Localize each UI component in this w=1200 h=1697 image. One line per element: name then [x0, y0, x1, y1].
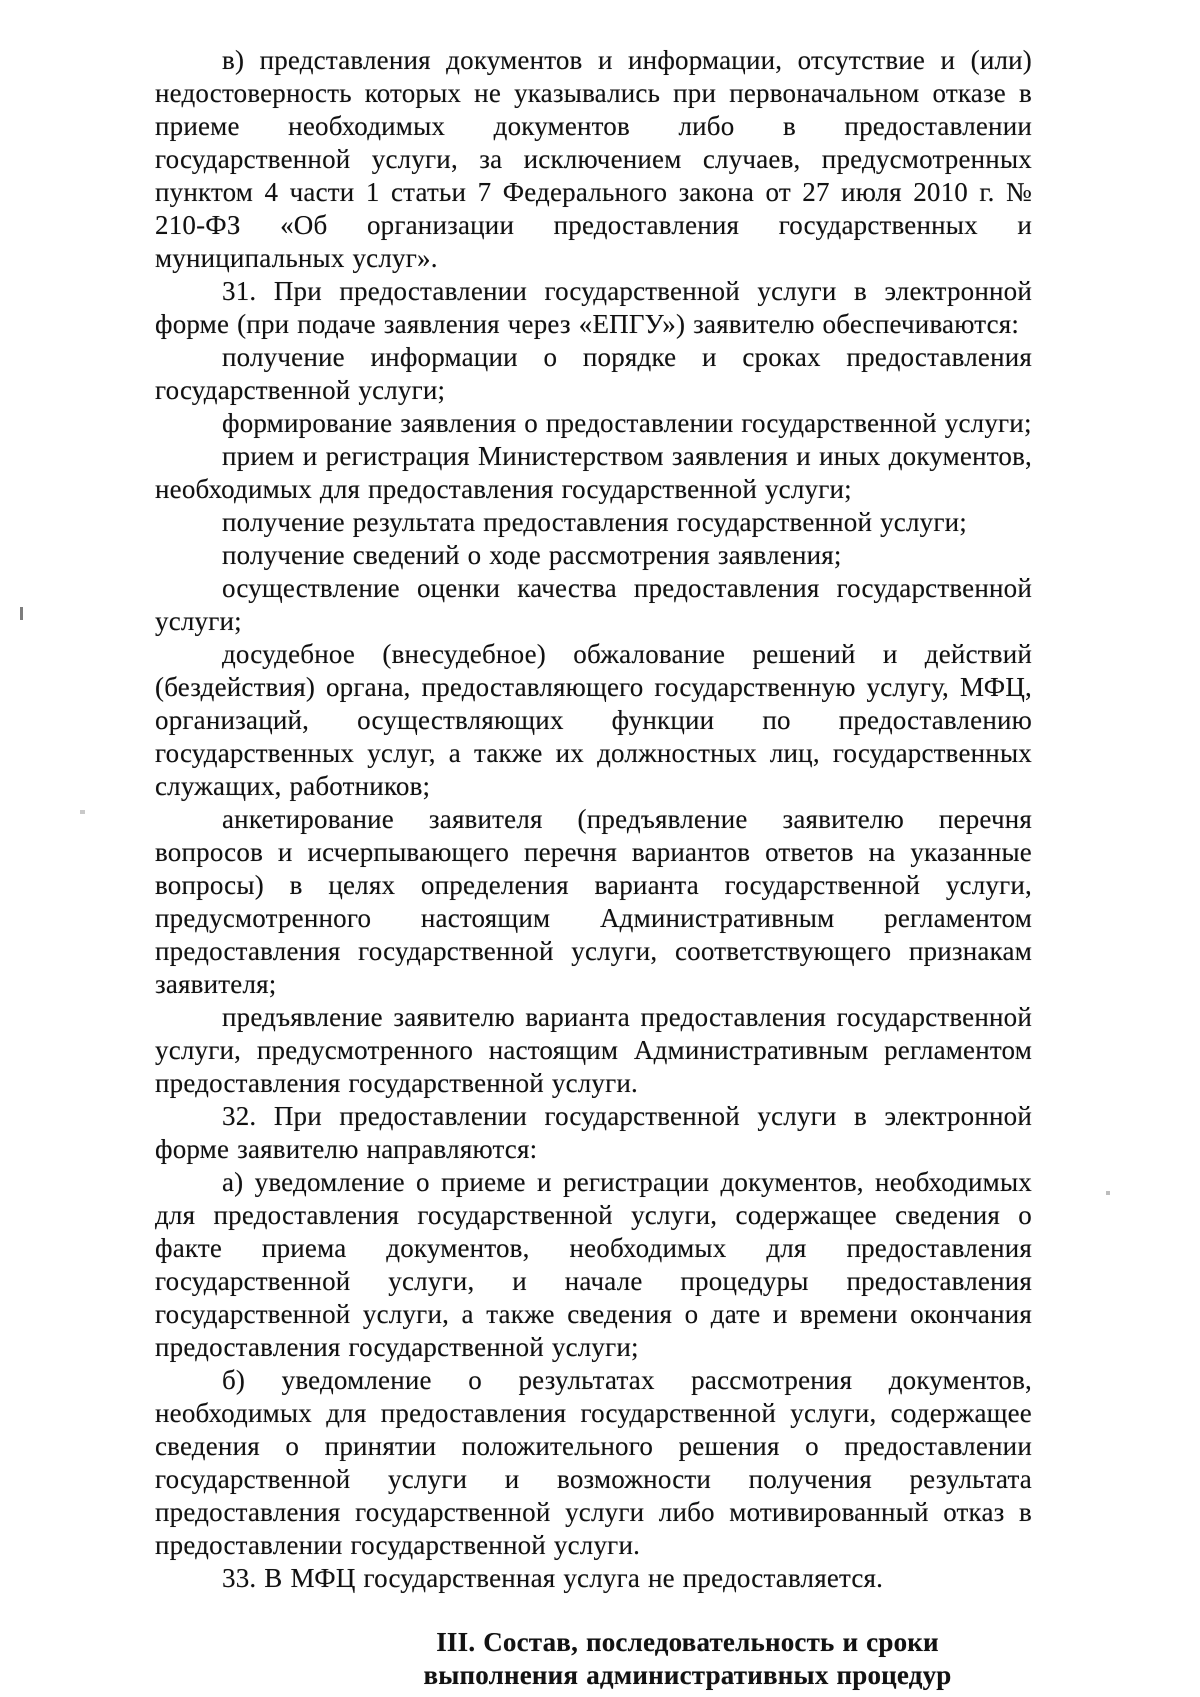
- document-body: [155, 44, 1032, 1692]
- paragraph-32: 32. При предоставлении государственной услуги в электронной форме заявителю направляются:: [155, 1101, 1032, 1164]
- paragraph-31-item-5: получение сведений о ходе рассмотрения заявления;: [222, 540, 842, 570]
- section-heading-line2: выполнения административных процедур: [423, 1660, 952, 1690]
- paragraph-31-item-2: формирование заявления о предоставлении государственной услуги;: [222, 408, 1032, 438]
- paragraph-31: 31. При предоставлении государственной услуги в электронной форме (при подаче заявления через «ЕПГУ») заявителю обеспечиваются:: [155, 276, 1032, 339]
- paragraph-31-item-9: предъявление заявителю варианта предоставления государственной услуги, предусмотренного настоящим Административным регламентом предоставления государственной услуги.: [155, 1002, 1032, 1098]
- section-heading-line1: III. Состав, последовательность и сроки: [436, 1627, 939, 1657]
- scan-speck-artifact: [1106, 1191, 1110, 1195]
- scan-speck-artifact: [80, 810, 85, 814]
- paragraph-31-item-1: получение информации о порядке и сроках предоставления государственной услуги;: [155, 342, 1032, 405]
- paragraph-33: 33. В МФЦ государственная услуга не предоставляется.: [222, 1563, 884, 1593]
- paragraph-31-item-7: досудебное (внесудебное) обжалование решений и действий (бездействия) органа, предоставляющего государственную услугу, МФЦ, организаций, осуществляющих функции по предоставлению государственных услуг, а также их должностных лиц, государственных служащих, работников;: [155, 639, 1032, 801]
- paragraph-31-item-8: анкетирование заявителя (предъявление заявителю перечня вопросов и исчерпывающего перечня вариантов ответов на указанные вопросы) в целях определения варианта государственной услуги, предусмотренного настоящим Административным регламентом предоставления государственной услуги, соответствующего признакам заявителя;: [155, 804, 1032, 999]
- scan-speck-artifact: [20, 607, 23, 620]
- paragraph-31-item-3: прием и регистрация Министерством заявления и иных документов, необходимых для предоставления государственной услуги;: [155, 441, 1032, 504]
- paragraph-31-item-4: получение результата предоставления государственной услуги;: [222, 507, 967, 537]
- paragraph-32-item-b: б) уведомление о результатах рассмотрения документов, необходимых для предоставления государственной услуги, содержащее сведения о принятии положительного решения о предоставлении государственной услуги и возможности получения результата предоставления государственной услуги либо мотивированный отказ в предоставлении государственной услуги.: [155, 1365, 1032, 1560]
- paragraph-31-item-6: осуществление оценки качества предоставления государственной услуги;: [155, 573, 1032, 636]
- section-heading: [249, 1626, 1126, 1692]
- paragraph-32-item-a: а) уведомление о приеме и регистрации документов, необходимых для предоставления государственной услуги, содержащее сведения о факте приема документов, необходимых для предоставления государственной услуги, и начале процедуры предоставления государственной услуги, а также сведения о дате и времени окончания предоставления государственной услуги;: [155, 1167, 1032, 1362]
- paragraph-v-item: в) представления документов и информации, отсутствие и (или) недостоверность которых не указывались при первоначальном отказе в приеме необходимых документов либо в предоставлении государственной услуги, за исключением случаев, предусмотренных пунктом 4 части 1 статьи 7 Федерального закона от 27 июля 2010 г. № 210-ФЗ «Об организации предоставления государственных и муниципальных услуг».: [155, 45, 1032, 273]
